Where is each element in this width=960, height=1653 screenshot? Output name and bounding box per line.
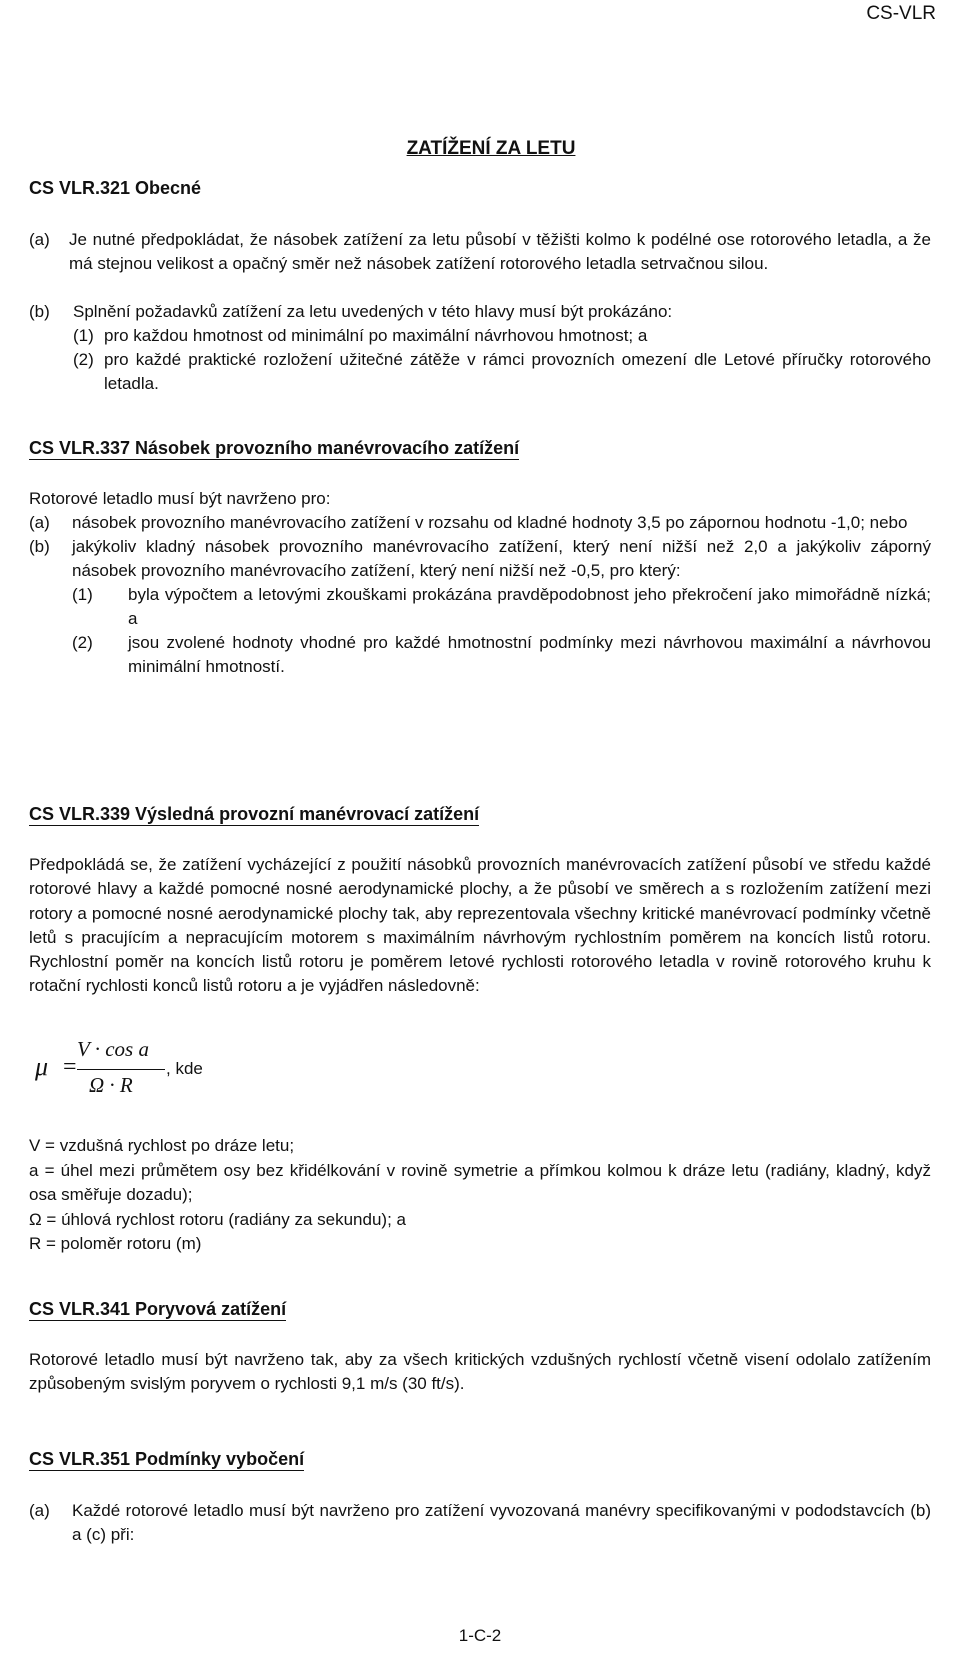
section-heading-339: CS VLR.339 Výsledná provozní manévrovací zatížení	[29, 804, 480, 824]
item-text: Je nutné předpokládat, že násobek zatížení za letu působí v těžišti kolmo k podélné ose rotorového letadla, a že má stejnou velikost a opačný směr než násobek zatížení rotorového letadla setrvačnou silou.	[69, 230, 931, 273]
definition-r: R = poloměr rotoru (m)	[29, 1234, 202, 1253]
section-321-b	[29, 300, 931, 396]
item-351-a	[29, 1499, 931, 1547]
item-label: (a)	[29, 1501, 50, 1520]
item-text: Každé rotorové letadlo musí být navrženo pro zatížení vyvozovaná manévry specifikovanými v pododstavcích (b) a (c) při:	[72, 1501, 931, 1544]
formula-denominator: Ω · R	[89, 1073, 133, 1097]
section-339-paragraph: Předpokládá se, že zatížení vycházející z použití násobků provozních manévrovacích zatížení působí ve středu každé rotorové hlavy a každé pomocné nosné aerodynamické plochy, a že působí ve směrech a s rozložením zatížení mezi rotory a pomocné nosné aerodynamické plochy tak, aby reprezentovala všechny kritické manévrovací podmínky včetně letů s pracujícím a nepracujícím motorem s maximálním návrhovým rychlostním poměrem na koncích listů rotoru. Rychlostní poměr na koncích listů rotoru je poměrem letové rychlosti rotorového letadla v rovině rotorového kruhu k rotační rychlosti konců listů rotoru a je vyjádřen následovně:	[29, 855, 931, 996]
item-text: pro každé praktické rozložení užitečné zátěže v rámci provozních omezení dle Letové příručky rotorového letadla.	[104, 350, 931, 393]
item-337-b2	[29, 631, 931, 679]
item-321-b	[29, 300, 931, 324]
section-heading-321: CS VLR.321 Obecné	[29, 178, 202, 198]
item-label: (2)	[73, 350, 94, 369]
tip-speed-ratio-formula	[29, 1039, 429, 1103]
item-337-a	[29, 511, 931, 535]
item-label: (1)	[72, 585, 93, 604]
item-text: pro každou hmotnost od minimální po maximální návrhovou hmotnost; a	[104, 326, 648, 345]
item-label: (b)	[29, 302, 50, 321]
section-heading-351: CS VLR.351 Podmínky vybočení	[29, 1449, 305, 1469]
definition-v: V = vzdušná rychlost po dráze letu;	[29, 1136, 295, 1155]
section-heading-341: CS VLR.341 Poryvová zatížení	[29, 1299, 287, 1319]
chapter-title: ZATÍŽENÍ ZA LETU	[406, 138, 576, 159]
item-label: (2)	[72, 633, 93, 652]
item-label: (a)	[29, 513, 50, 532]
section-337-intro: Rotorové letadlo musí být navrženo pro:	[29, 489, 331, 508]
section-337-body	[29, 487, 931, 679]
formula-equals: =	[63, 1054, 77, 1080]
item-text: jakýkoliv kladný násobek provozního manévrovacího zatížení, který není nižší než 2,0 a jakýkoliv záporný násobek provozního manévrovacího zatížení, který není nižší než -0,5, pro který:	[72, 537, 931, 580]
item-321-b2	[29, 348, 931, 396]
section-321-body	[29, 228, 931, 276]
item-text: byla výpočtem a letovými zkouškami prokázána pravděpodobnost jeho překročení jako mimořádně nízká; a	[128, 585, 931, 628]
fraction-bar	[77, 1069, 165, 1070]
section-339-definitions	[29, 1134, 931, 1257]
section-341-paragraph: Rotorové letadlo musí být navrženo tak, aby za všech kritických vzdušných rychlostí včetně visení odolalo zatížením způsobeným svislým poryvem o rychlosti 9,1 m/s (30 ft/s).	[29, 1350, 931, 1393]
definition-a: a = úhel mezi průmětem osy bez křidélkování v rovině symetrie a přímkou kolmou k dráze letu (radiány, kladný, když osa směřuje dozadu);	[29, 1160, 931, 1204]
document-id: CS-VLR	[866, 3, 936, 24]
section-351-body	[29, 1499, 931, 1547]
section-heading-337: CS VLR.337 Násobek provozního manévrovacího zatížení	[29, 438, 520, 458]
item-label: (b)	[29, 537, 50, 556]
item-label: (1)	[73, 326, 94, 345]
item-337-b1	[29, 583, 931, 631]
formula-numerator: V · cos a	[77, 1037, 149, 1061]
formula-lhs: μ	[35, 1052, 49, 1081]
item-337-b	[29, 535, 931, 583]
item-text: násobek provozního manévrovacího zatížení v rozsahu od kladné hodnoty 3,5 po zápornou hodnotu -1,0; nebo	[72, 513, 908, 532]
page-number: 1-C-2	[458, 1626, 502, 1645]
item-321-b1	[29, 324, 931, 348]
item-label: (a)	[29, 230, 50, 249]
item-text: Splnění požadavků zatížení za letu uvedených v této hlavy musí být prokázáno:	[73, 302, 673, 321]
item-text: jsou zvolené hodnoty vhodné pro každé hmotnostní podmínky mezi návrhovou maximální a návrhovou minimální hmotností.	[128, 633, 931, 676]
formula-suffix: , kde	[166, 1059, 203, 1078]
definition-omega: Ω = úhlová rychlost rotoru (radiány za sekundu); a	[29, 1209, 406, 1229]
item-321-a	[29, 228, 931, 276]
